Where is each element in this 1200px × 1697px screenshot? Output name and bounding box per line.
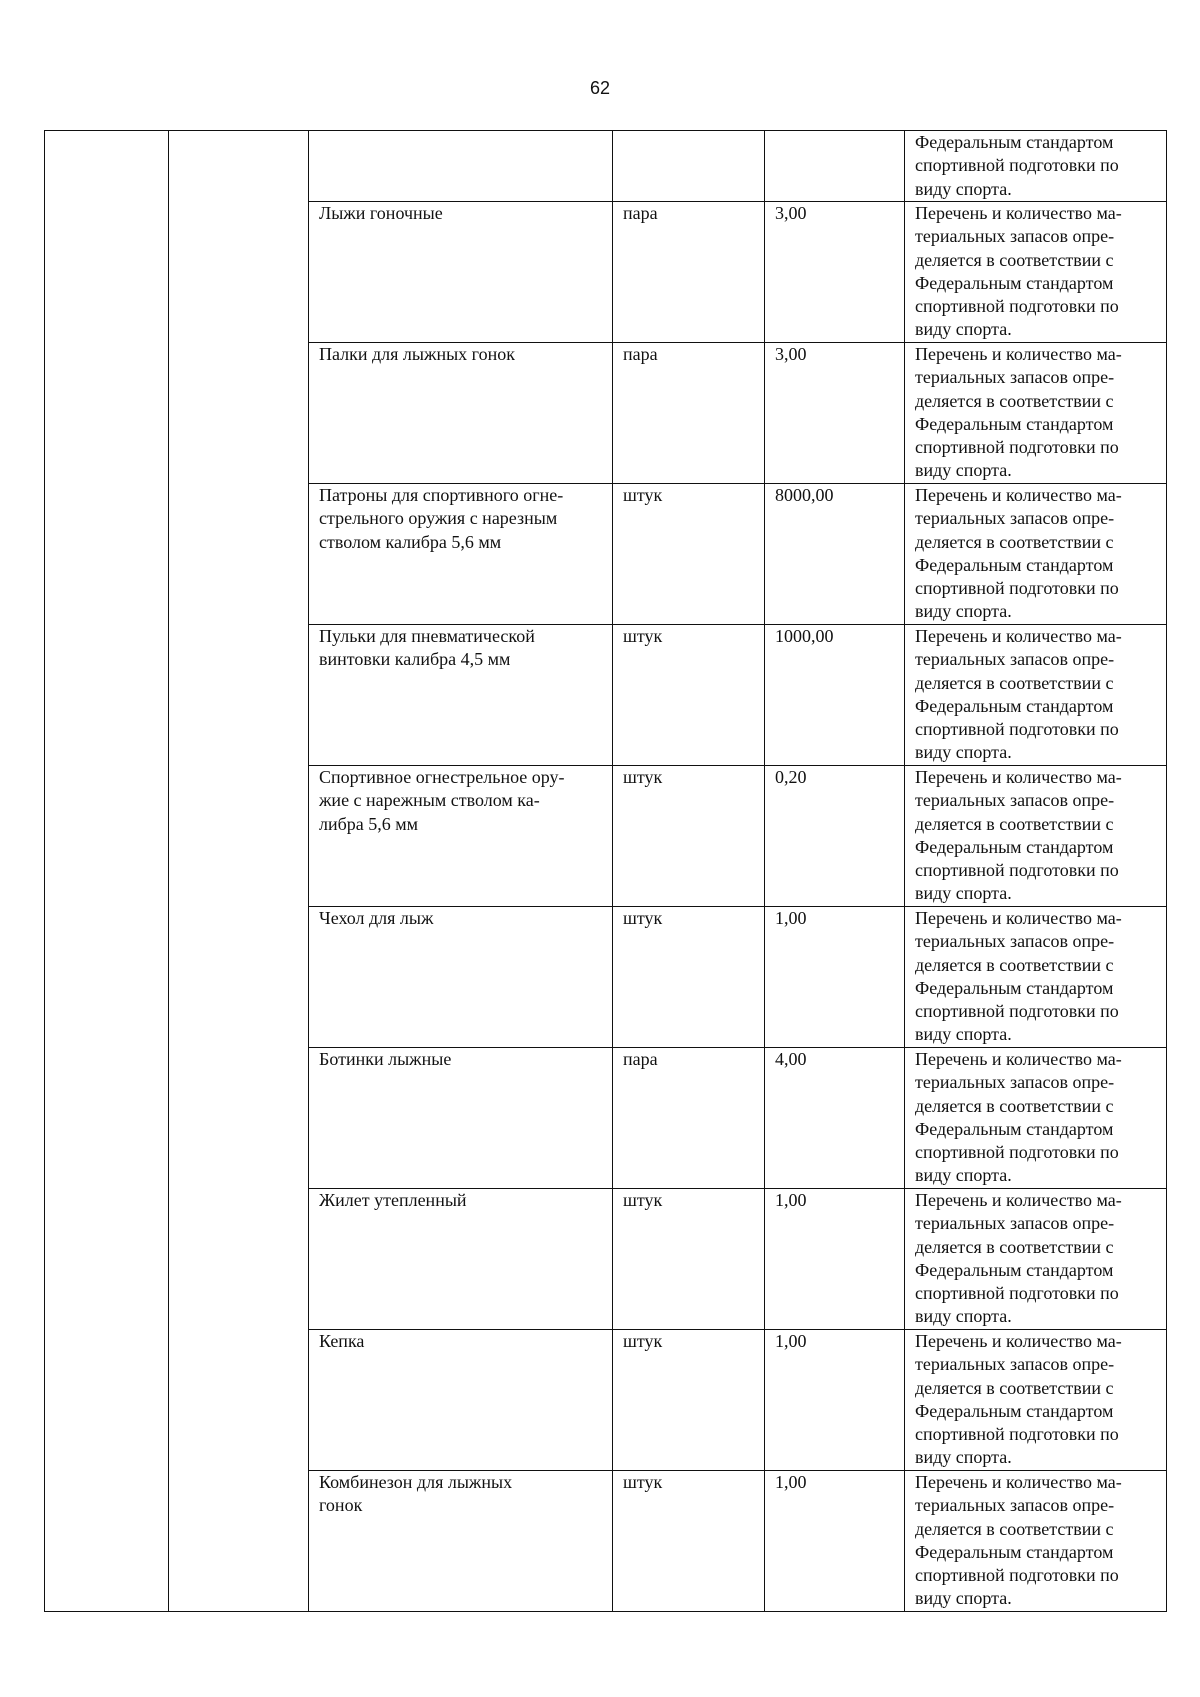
unit-cell	[613, 131, 765, 202]
item-name-cell: Спортивное огнестрельное ору- жие с нарежным стволом ка- либра 5,6 мм	[309, 766, 613, 907]
item-name-cell: Патроны для спортивного огне- стрельного оружия с нарезным стволом калибра 5,6 мм	[309, 484, 613, 625]
unit-cell: пара	[613, 202, 765, 343]
item-name-cell: Комбинезон для лыжных гонок	[309, 1471, 613, 1612]
quantity-cell: 8000,00	[765, 484, 905, 625]
unit-cell: штук	[613, 907, 765, 1048]
item-name-cell: Чехол для лыж	[309, 907, 613, 1048]
note-cell: Перечень и количество ма- териальных запасов опре- деляется в соответствии с Федеральным стандартом спортивной подготовки по виду спорта.	[905, 1330, 1167, 1471]
item-name-cell: Жилет утепленный	[309, 1189, 613, 1330]
empty-column-2	[169, 131, 309, 1612]
note-cell: Федеральным стандартом спортивной подготовки по виду спорта.	[905, 131, 1167, 202]
quantity-cell: 1,00	[765, 1330, 905, 1471]
unit-cell: пара	[613, 343, 765, 484]
note-cell: Перечень и количество ма- териальных запасов опре- деляется в соответствии с Федеральным стандартом спортивной подготовки по виду спорта.	[905, 907, 1167, 1048]
table-row-continued	[45, 131, 1167, 202]
empty-column-1	[45, 131, 169, 1612]
quantity-cell: 1,00	[765, 907, 905, 1048]
materials-table	[44, 130, 1167, 1612]
item-name-cell: Кепка	[309, 1330, 613, 1471]
note-cell: Перечень и количество ма- териальных запасов опре- деляется в соответствии с Федеральным стандартом спортивной подготовки по виду спорта.	[905, 1471, 1167, 1612]
item-name-cell: Пульки для пневматической винтовки калибра 4,5 мм	[309, 625, 613, 766]
item-name-cell: Палки для лыжных гонок	[309, 343, 613, 484]
unit-cell: штук	[613, 1330, 765, 1471]
unit-cell: штук	[613, 1471, 765, 1612]
note-cell: Перечень и количество ма- териальных запасов опре- деляется в соответствии с Федеральным стандартом спортивной подготовки по виду спорта.	[905, 766, 1167, 907]
quantity-cell: 0,20	[765, 766, 905, 907]
page-number: 62	[589, 78, 611, 98]
quantity-cell: 4,00	[765, 1048, 905, 1189]
note-cell: Перечень и количество ма- териальных запасов опре- деляется в соответствии с Федеральным стандартом спортивной подготовки по виду спорта.	[905, 202, 1167, 343]
unit-cell: штук	[613, 484, 765, 625]
note-cell: Перечень и количество ма- териальных запасов опре- деляется в соответствии с Федеральным стандартом спортивной подготовки по виду спорта.	[905, 343, 1167, 484]
quantity-cell: 1,00	[765, 1189, 905, 1330]
unit-cell: штук	[613, 766, 765, 907]
unit-cell: штук	[613, 625, 765, 766]
note-cell: Перечень и количество ма- териальных запасов опре- деляется в соответствии с Федеральным стандартом спортивной подготовки по виду спорта.	[905, 1189, 1167, 1330]
note-cell: Перечень и количество ма- териальных запасов опре- деляется в соответствии с Федеральным стандартом спортивной подготовки по виду спорта.	[905, 625, 1167, 766]
note-cell: Перечень и количество ма- териальных запасов опре- деляется в соответствии с Федеральным стандартом спортивной подготовки по виду спорта.	[905, 1048, 1167, 1189]
quantity-cell: 1000,00	[765, 625, 905, 766]
item-name-cell: Ботинки лыжные	[309, 1048, 613, 1189]
quantity-cell	[765, 131, 905, 202]
quantity-cell: 3,00	[765, 343, 905, 484]
unit-cell: пара	[613, 1048, 765, 1189]
unit-cell: штук	[613, 1189, 765, 1330]
note-cell: Перечень и количество ма- териальных запасов опре- деляется в соответствии с Федеральным стандартом спортивной подготовки по виду спорта.	[905, 484, 1167, 625]
item-name-cell: Лыжи гоночные	[309, 202, 613, 343]
quantity-cell: 3,00	[765, 202, 905, 343]
quantity-cell: 1,00	[765, 1471, 905, 1612]
item-name-cell	[309, 131, 613, 202]
